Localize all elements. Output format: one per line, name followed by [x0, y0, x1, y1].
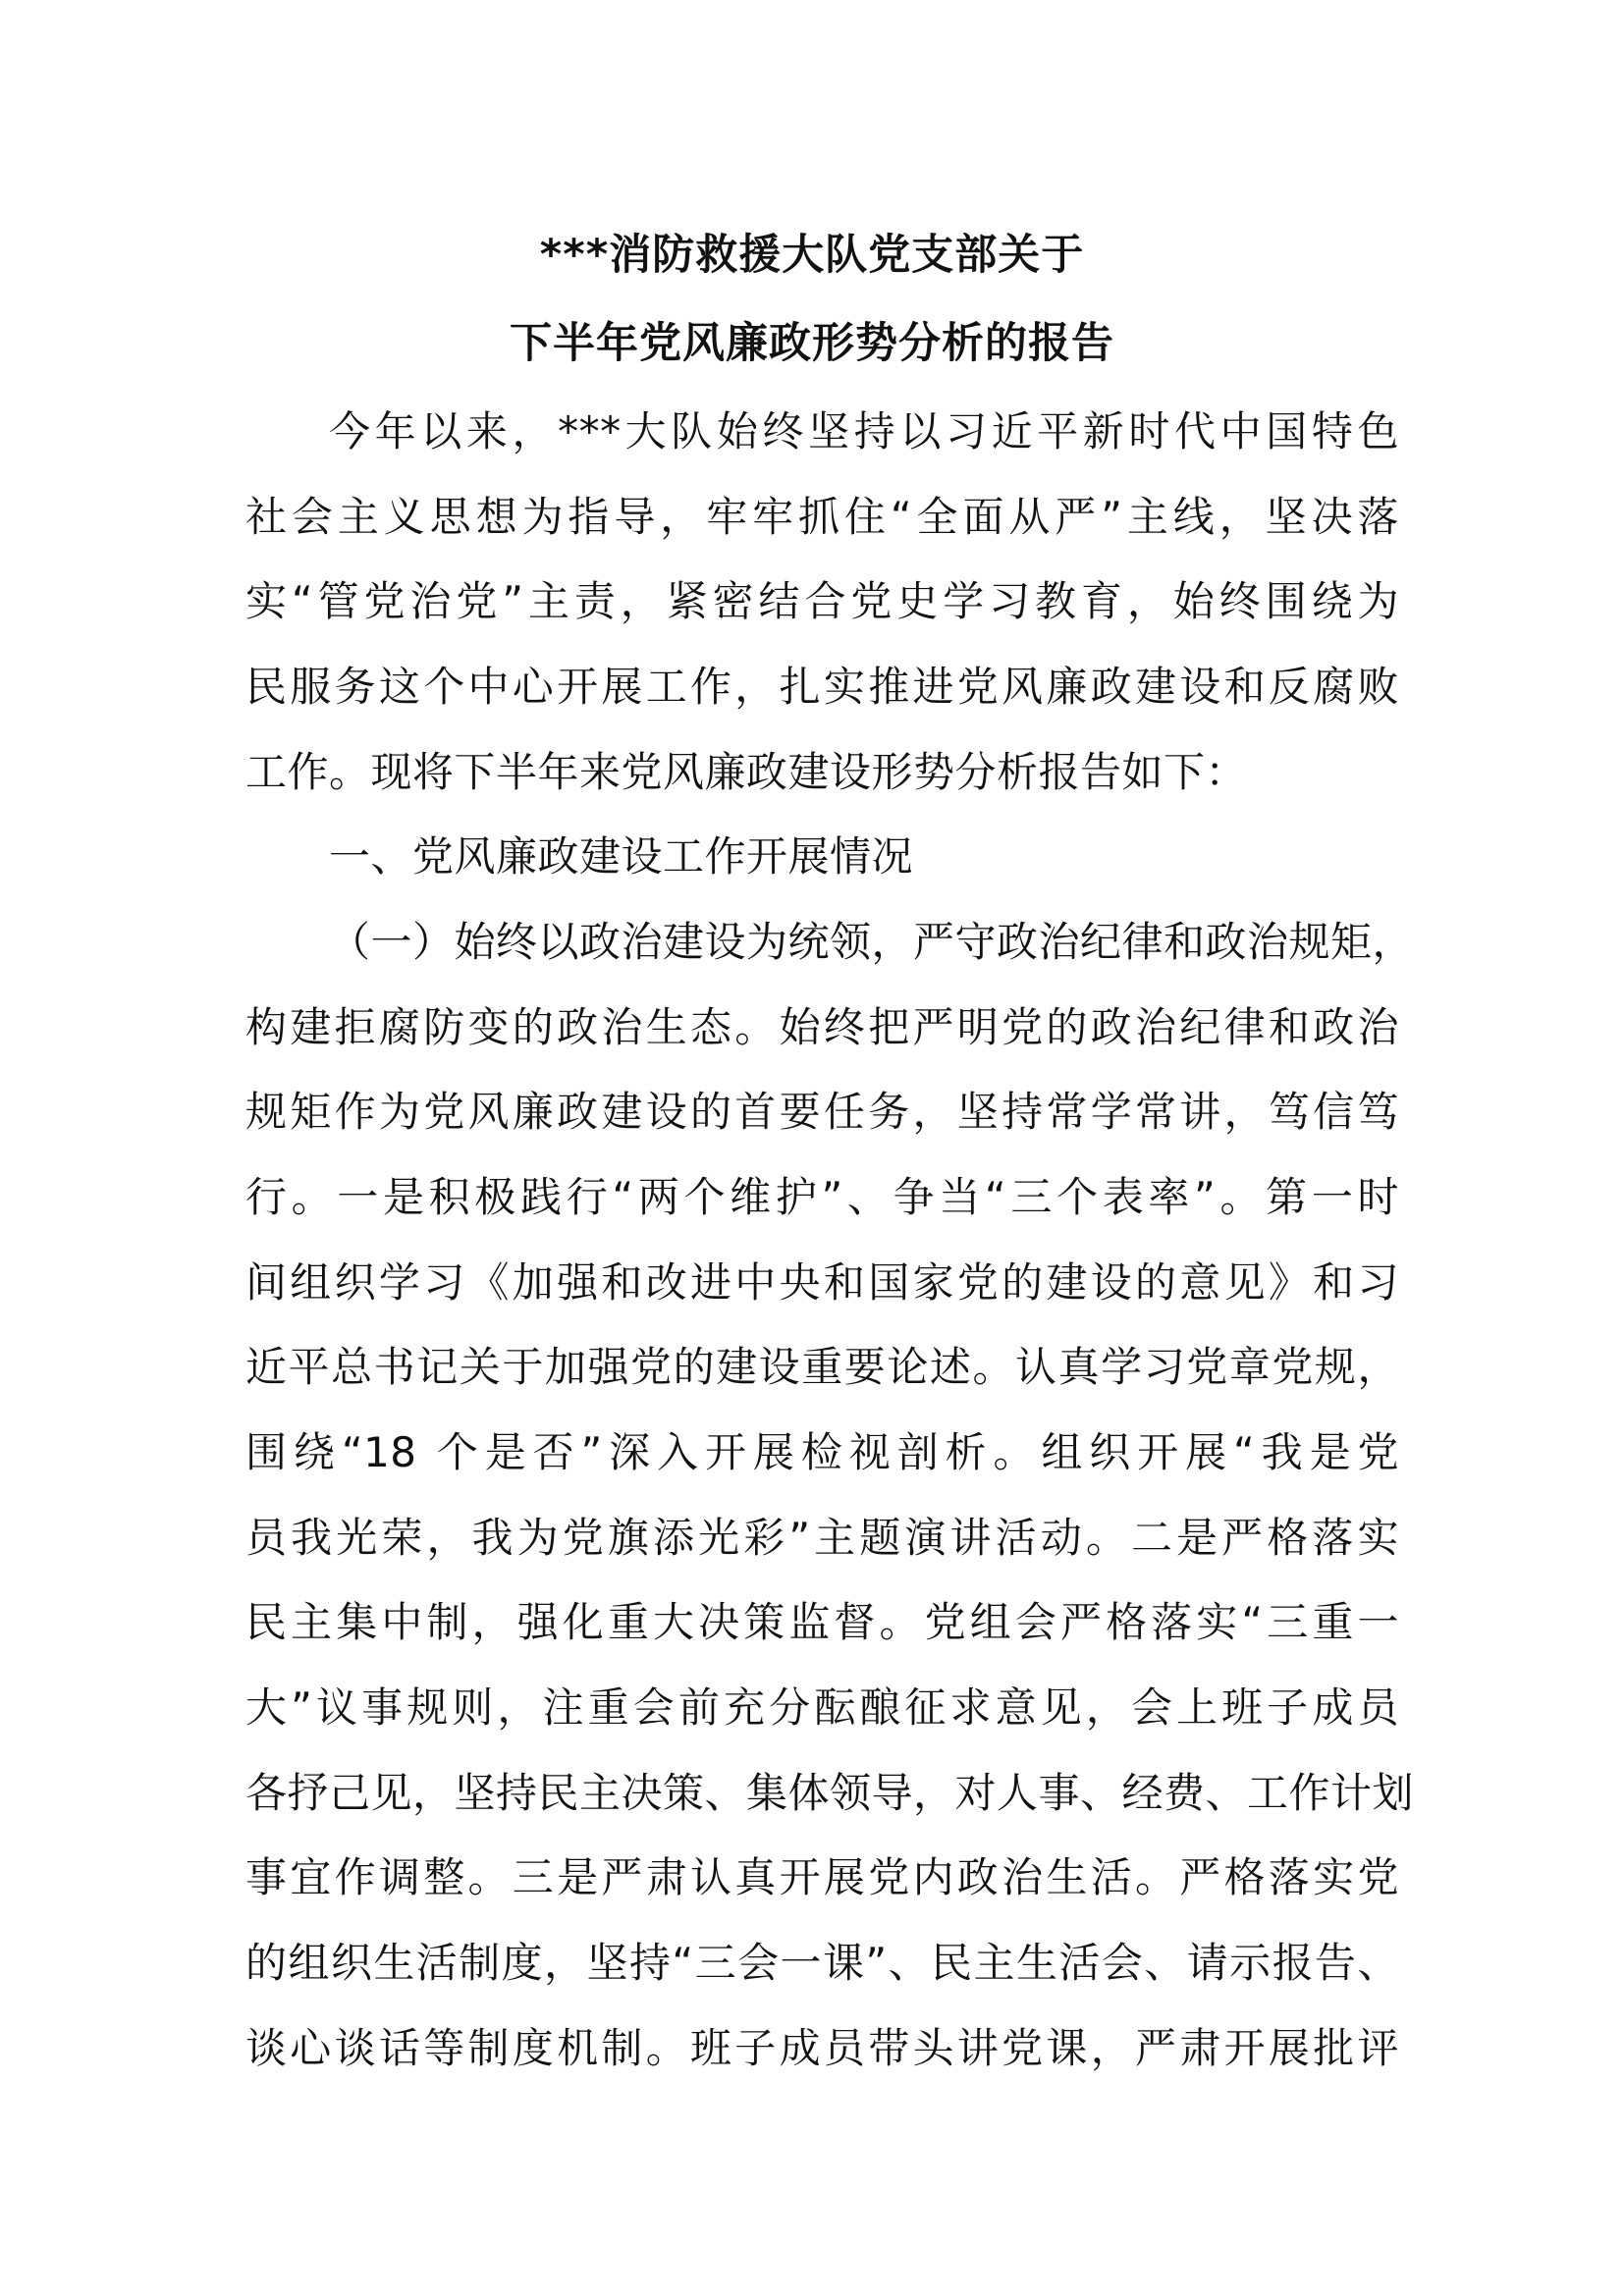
- paragraph-line: 间组织学习《加强和改进中央和国家党的建设的意见》和习: [245, 1258, 1399, 1307]
- paragraph-line: 社会主义思想为指导，牢牢抓住“全面从严”主线，坚决落: [245, 493, 1399, 541]
- section-heading: 一、党风廉政建设工作开展情况: [329, 832, 914, 881]
- paragraph-line: 的组织生活制度，坚持“三会一课”、民主生活会、请示报告、: [245, 1939, 1399, 1987]
- paragraph-line: 行。一是积极践行“两个维护”、争当“三个表率”。第一时: [245, 1173, 1399, 1221]
- paragraph-line: 工作。现将下半年来党风廉政建设形势分析报告如下：: [245, 748, 1248, 796]
- paragraph-line: 今年以来，***大队始终坚持以习近平新时代中国特色: [329, 407, 1399, 455]
- paragraph-line: 民主集中制，强化重大决策监督。党组会严格落实“三重一: [245, 1598, 1399, 1646]
- paragraph-line: 民服务这个中心开展工作，扎实推进党风廉政建设和反腐败: [245, 663, 1399, 711]
- paragraph-line: 构建拒腐防变的政治生态。始终把严明党的政治纪律和政治: [245, 1003, 1399, 1051]
- paragraph-line: 实“管党治党”主责，紧密结合党史学习教育，始终围绕为: [245, 577, 1399, 625]
- document-title-line-1: ***消防救援大队党支部关于: [539, 231, 1085, 280]
- paragraph-line: 围绕“18 个是否”深入开展检视剖析。组织开展“我是党: [245, 1428, 1399, 1476]
- paragraph-line: 大”议事规则，注重会前充分酝酿征求意见，会上班子成员: [245, 1683, 1399, 1732]
- paragraph-line: （一）始终以政治建设为统领，严守政治纪律和政治规矩，: [329, 918, 1415, 966]
- paragraph-line: 员我光荣，我为党旗添光彩”主题演讲活动。二是严格落实: [245, 1514, 1399, 1562]
- paragraph-line: 各抒己见，坚持民主决策、集体领导，对人事、经费、工作计划: [245, 1769, 1415, 1817]
- paragraph-line: 规矩作为党风廉政建设的首要任务，坚持常学常讲，笃信笃: [245, 1088, 1399, 1136]
- paragraph-line: 事宜作调整。三是严肃认真开展党内政治生活。严格落实党: [245, 1853, 1399, 1901]
- paragraph-line: 近平总书记关于加强党的建设重要论述。认真学习党章党规，: [245, 1343, 1399, 1391]
- document-title-line-2: 下半年党风廉政形势分析的报告: [510, 319, 1114, 368]
- paragraph-line: 谈心谈话等制度机制。班子成员带头讲党课，严肃开展批评: [245, 2024, 1399, 2072]
